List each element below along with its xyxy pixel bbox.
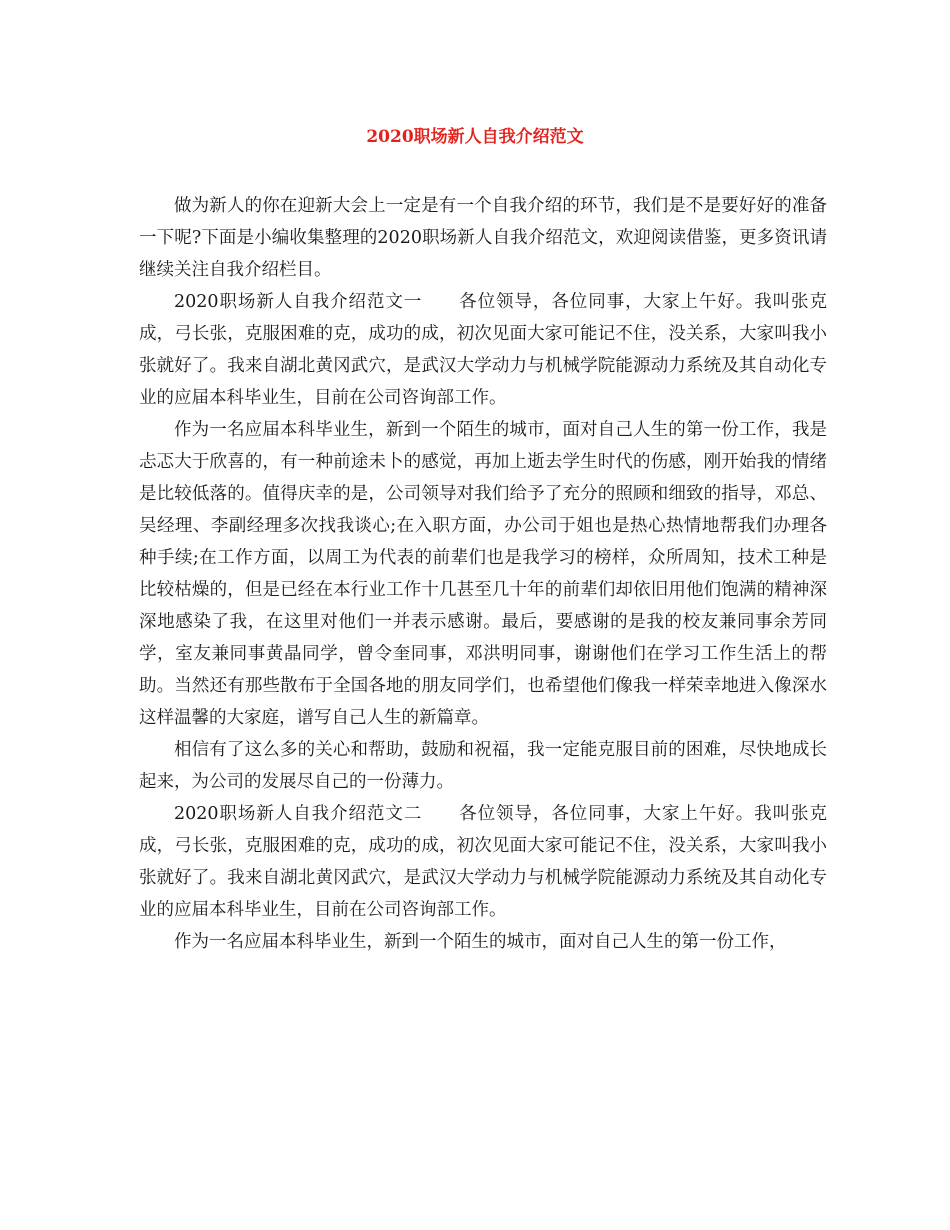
paragraph-sample-one-closing: 相信有了这么多的关心和帮助，鼓励和祝福，我一定能克服目前的困难，尽快地成长起来，为公司的发展尽自己的一份薄力。 — [139, 740, 827, 792]
paragraph-sample-two-body: 作为一名应届本科毕业生，新到一个陌生的城市，面对自己人生的第一份工作， — [174, 932, 787, 952]
document-body — [139, 190, 827, 958]
paragraph-sample-one-body: 作为一名应届本科毕业生，新到一个陌生的城市，面对自己人生的第一份工作，我是忐忑大于欣喜的，有一种前途未卜的感觉，再加上逝去学生时代的伤感，刚开始我的情绪是比较低落的。值得庆幸的是，公司领导对我们给予了充分的照顾和细致的指导，邓总、吴经理、李副经理多次找我谈心;在入职方面，办公司于姐也是热心热情地帮我们办理各种手续;在工作方面，以周工为代表的前辈们也是我学习的榜样，众所周知，技术工种是比较枯燥的，但是已经在本行业工作十几甚至几十年的前辈们却依旧用他们饱满的精神深深地感染了我，在这里对他们一并表示感谢。最后，要感谢的是我的校友兼同事余芳同学，室友兼同事黄晶同学，曾令奎同事，邓洪明同事，谢谢他们在学习工作生活上的帮助。当然还有那些散布于全国各地的朋友同学们，也希望他们像我一样荣幸地进入像深水这样温馨的大家庭，谱写自己人生的新篇章。 — [139, 420, 827, 728]
paragraph-intro: 做为新人的你在迎新大会上一定是有一个自我介绍的环节，我们是不是要好好的准备一下呢?下面是小编收集整理的2020职场新人自我介绍范文，欢迎阅读借鉴，更多资讯请继续关注自我介绍栏目。 — [139, 196, 827, 280]
document-title: 2020职场新人自我介绍范文 — [366, 127, 584, 147]
paragraph-sample-two: 2020职场新人自我介绍范文二 各位领导，各位同事，大家上午好。我叫张克成，弓长张，克服困难的克，成功的成，初次见面大家可能记不住，没关系，大家叫我小张就好了。我来自湖北黄冈武穴，是武汉大学动力与机械学院能源动力系统及其自动化专业的应届本科毕业生，目前在公司咨询部工作。 — [139, 804, 827, 920]
paragraph-sample-one: 2020职场新人自我介绍范文一 各位领导，各位同事，大家上午好。我叫张克成，弓长张，克服困难的克，成功的成，初次见面大家可能记不住，没关系，大家叫我小张就好了。我来自湖北黄冈武穴，是武汉大学动力与机械学院能源动力系统及其自动化专业的应届本科毕业生，目前在公司咨询部工作。 — [139, 292, 827, 408]
